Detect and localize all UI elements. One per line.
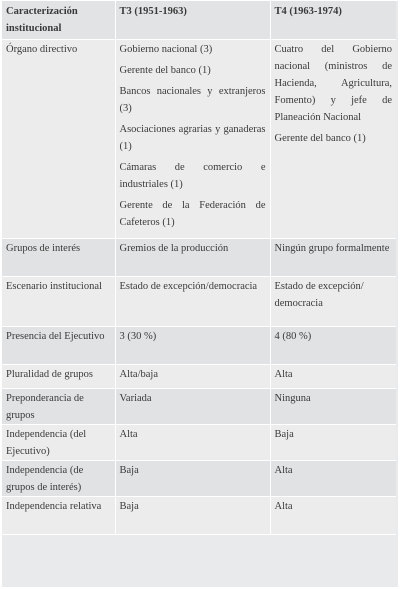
t4-cell: Ninguna bbox=[270, 389, 396, 425]
list-item: Gobierno nacional (3) bbox=[119, 44, 213, 55]
t3-cell: Baja bbox=[115, 461, 270, 497]
row-label: Presencia del Ejecutivo bbox=[2, 327, 115, 365]
row-label: Órgano directivo bbox=[2, 40, 115, 239]
table-header-row bbox=[2, 1, 396, 40]
t3-cell: Alta bbox=[115, 425, 270, 461]
t3-cell: Alta/baja bbox=[115, 365, 270, 389]
t4-cell: Alta bbox=[270, 461, 396, 497]
table-row bbox=[2, 461, 396, 497]
t4-cell: Alta bbox=[270, 365, 396, 389]
list-item: Cuatro del Gobierno nacional (ministros de Hacienda, Agricultura, Fomento) y jefe de Planeación Nacional bbox=[274, 44, 392, 123]
document-page bbox=[2, 1, 398, 587]
row-label: Independencia relativa bbox=[2, 497, 115, 535]
table-row bbox=[2, 365, 396, 389]
t4-cell: Ningún grupo formalmente bbox=[270, 239, 396, 277]
t4-cell: Baja bbox=[270, 425, 396, 461]
t3-organo-directivo-cell bbox=[115, 40, 270, 239]
list-item: Gerente del banco (1) bbox=[119, 65, 211, 76]
row-label: Grupos de interés bbox=[2, 239, 115, 277]
row-label: Independencia (de grupos de interés) bbox=[2, 461, 115, 497]
institutional-characterization-table bbox=[2, 1, 396, 535]
t4-cell: 4 (80 %) bbox=[270, 327, 396, 365]
row-label: Pluralidad de grupos bbox=[2, 365, 115, 389]
t4-organo-directivo-cell bbox=[270, 40, 396, 239]
row-label: Escenario institucional bbox=[2, 277, 115, 327]
list-item: Asociaciones agrarias y ganaderas (1) bbox=[119, 124, 266, 152]
t3-cell: 3 (30 %) bbox=[115, 327, 270, 365]
header-t3: T3 (1951-1963) bbox=[115, 1, 270, 40]
list-item: Bancos nacionales y extranjeros (3) bbox=[119, 86, 266, 114]
t3-cell: Estado de excepción/democracia bbox=[115, 277, 270, 327]
t4-cell: Estado de excepción/ democracia bbox=[270, 277, 396, 327]
list-item: Cámaras de comercio e industriales (1) bbox=[119, 162, 266, 190]
table-row bbox=[2, 425, 396, 461]
row-label: Independencia (del Ejecutivo) bbox=[2, 425, 115, 461]
table-row bbox=[2, 277, 396, 327]
table-row bbox=[2, 40, 396, 239]
table-row bbox=[2, 497, 396, 535]
header-caracterizacion: Caracterización institucional bbox=[2, 1, 115, 40]
t3-cell: Variada bbox=[115, 389, 270, 425]
t4-cell: Alta bbox=[270, 497, 396, 535]
t3-cell: Gremios de la producción bbox=[115, 239, 270, 277]
list-item: Gerente del banco (1) bbox=[274, 133, 366, 144]
table-row bbox=[2, 239, 396, 277]
header-t4: T4 (1963-1974) bbox=[270, 1, 396, 40]
row-label: Preponderancia de grupos bbox=[2, 389, 115, 425]
table-row bbox=[2, 327, 396, 365]
list-item: Gerente de la Federación de Cafeteros (1) bbox=[119, 200, 266, 228]
table-row bbox=[2, 389, 396, 425]
t3-cell: Baja bbox=[115, 497, 270, 535]
